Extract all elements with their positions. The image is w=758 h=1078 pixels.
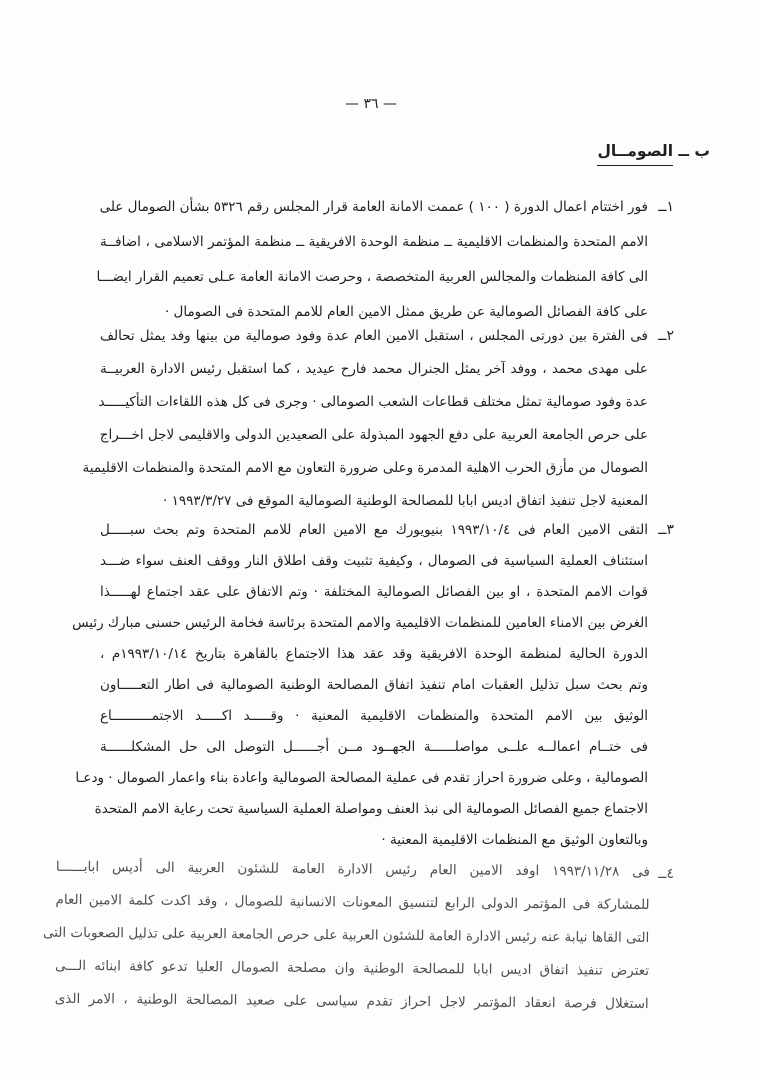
paragraph-number: ١ــ: [658, 199, 674, 215]
text-line: الصومالية ، وعلى ضرورة احراز تقدم فى عملية المصالحة الصومالية واعادة بناء واعمار الصومال · ودعـا: [75, 770, 648, 786]
page-number: — ٣٦ —: [345, 96, 397, 112]
text-line: على مهدى محمد ، ووفد آخر يمثل الجنرال محمد فارح عيديد ، كما استقبل رئيس الادارة العربيــة: [100, 361, 648, 377]
text-line: التى القاها نيابة عنه رئيس الادارة العامة للشئون العربية على حرص الجامعة العربية على تذليل الصعوبات التى: [42, 924, 650, 946]
text-line: للمشاركة فى المؤتمر الدولى الرابع لتنسيق المعونات الانسانية للصومال ، وقد اكدت كلمة الامين العام: [55, 891, 650, 913]
section-heading: [597, 142, 710, 160]
text-line: فى ختــام اعمالــه علــى مواصلــــــة الجهــود مــن أجــــــل التوصل الى حل المشكلــــــة: [100, 739, 648, 755]
text-line: فى الفترة بين دورتى المجلس ، استقبل الامين العام عدة وفود صومالية من بينها وفد يمثل تحالف: [100, 328, 648, 344]
text-line: على كافة الفصائل الصومالية عن طريق ممثل الامين العام للامم المتحدة فى الصومال ·: [164, 304, 648, 320]
text-line: الوثيق بين الامم المتحدة والمنظمات الاقليمية المعنية · وقـــــد اكـــــد الاجتمــــــــــاع: [100, 708, 648, 724]
section-heading-title: الصومــال: [597, 142, 673, 166]
text-line: فى ١٩٩٣/١١/٢٨ اوفد الامين العام رئيس الادارة العامة للشئون العربية الى أديس ابابــــــا: [55, 858, 650, 880]
text-line: عدة وفود صومالية تمثل مختلف قطاعات الشعب الصومالى · وجرى فى كل هذه اللقاءات التأكيـــــد: [98, 394, 648, 410]
text-line: وتم بحث سبل تذليل العقبات امام تنفيذ اتفاق المصالحة الوطنية الصومالية فى اطار التعـــــاون: [100, 677, 648, 693]
text-line: الدورة الحالية لمنظمة الوحدة الافريقية وقد عقد هذا الاجتماع بالقاهرة بتاريخ ١٩٩٣/١٠/١٤م ،: [100, 646, 648, 662]
text-line: على حرص الجامعة العربية على دفع الجهود المبذولة على الصعيدين الدولى والاقليمى لاجل اخـــراج: [99, 427, 648, 443]
paragraph: [96, 190, 648, 330]
text-line: تعترض تنفيذ اتفاق اديس ابابا للمصالحة الوطنية وان مصلحة الصومال العليا تدعو كافة ابنائه الـــى: [54, 957, 650, 979]
paragraph: [72, 515, 648, 856]
text-line: الصومال من مأزق الحرب الاهلية المدمرة وعلى ضرورة التعاون مع الامم المتحدة والمنظمات الاقليمية: [82, 460, 648, 476]
text-line: الغرض بين الامناء العامين للمنظمات الاقليمية والامم المتحدة برئاسة فخامة الرئيس حسنى مبارك رئيس: [72, 615, 648, 631]
paragraph-number: ٤ــ: [658, 866, 674, 882]
text-line: قوات الامم المتحدة ، او بين الفصائل الصومالية المختلفة · وتم الاتفاق على عقد اجتماع لهـــــذا: [100, 584, 648, 600]
paragraph: [42, 851, 650, 1021]
paragraph-number: ٢ــ: [658, 328, 674, 344]
paragraph: [82, 320, 648, 518]
text-line: التقى الامين العام فى ١٩٩٣/١٠/٤ بنيويورك مع الامين العام للامم المتحدة وتم بحث سبـــــل: [100, 522, 648, 538]
text-line: الى كافة المنظمات والمجالس العربية المتخصصة ، وحرصت الامانة العامة عـلى تعميم القرار ايضـــا: [96, 269, 648, 285]
text-line: فور اختتام اعمال الدورة ( ١٠٠ ) عممت الامانة العامة قرار المجلس رقم ٥٣٢٦ بشأن الصومال على: [99, 199, 648, 215]
text-line: استغلال فرصة انعقاد المؤتمر لاجل احراز تقدم سياسى على صعيد المصالحة الوطنية ، الامر الذى: [54, 990, 649, 1012]
text-line: وبالتعاون الوثيق مع المنظمات الاقليمية المعنية ·: [381, 832, 648, 848]
text-line: الامم المتحدة والمنظمات الاقليمية ــ منظمة الوحدة الافريقية ــ منظمة المؤتمر الاسلامى ، اضافــة: [100, 234, 648, 250]
section-heading-prefix: ب ــ: [673, 142, 710, 160]
text-line: استئناف العملية السياسية فى الصومال ، وكيفية تثبيت وقف اطلاق النار ووقف العنف سواء ضـــد: [100, 553, 648, 569]
text-line: الاجتماع جميع الفصائل الصومالية الى نبذ العنف ومواصلة العملية السياسية تحت رعاية الامم المتحدة: [94, 801, 648, 817]
text-line: المعنية لاجل تنفيذ اتفاق اديس ابابا للمصالحة الوطنية الصومالية الموقع فى ١٩٩٣/٣/٢٧ ·: [162, 493, 648, 509]
paragraph-number: ٣ــ: [658, 522, 674, 538]
